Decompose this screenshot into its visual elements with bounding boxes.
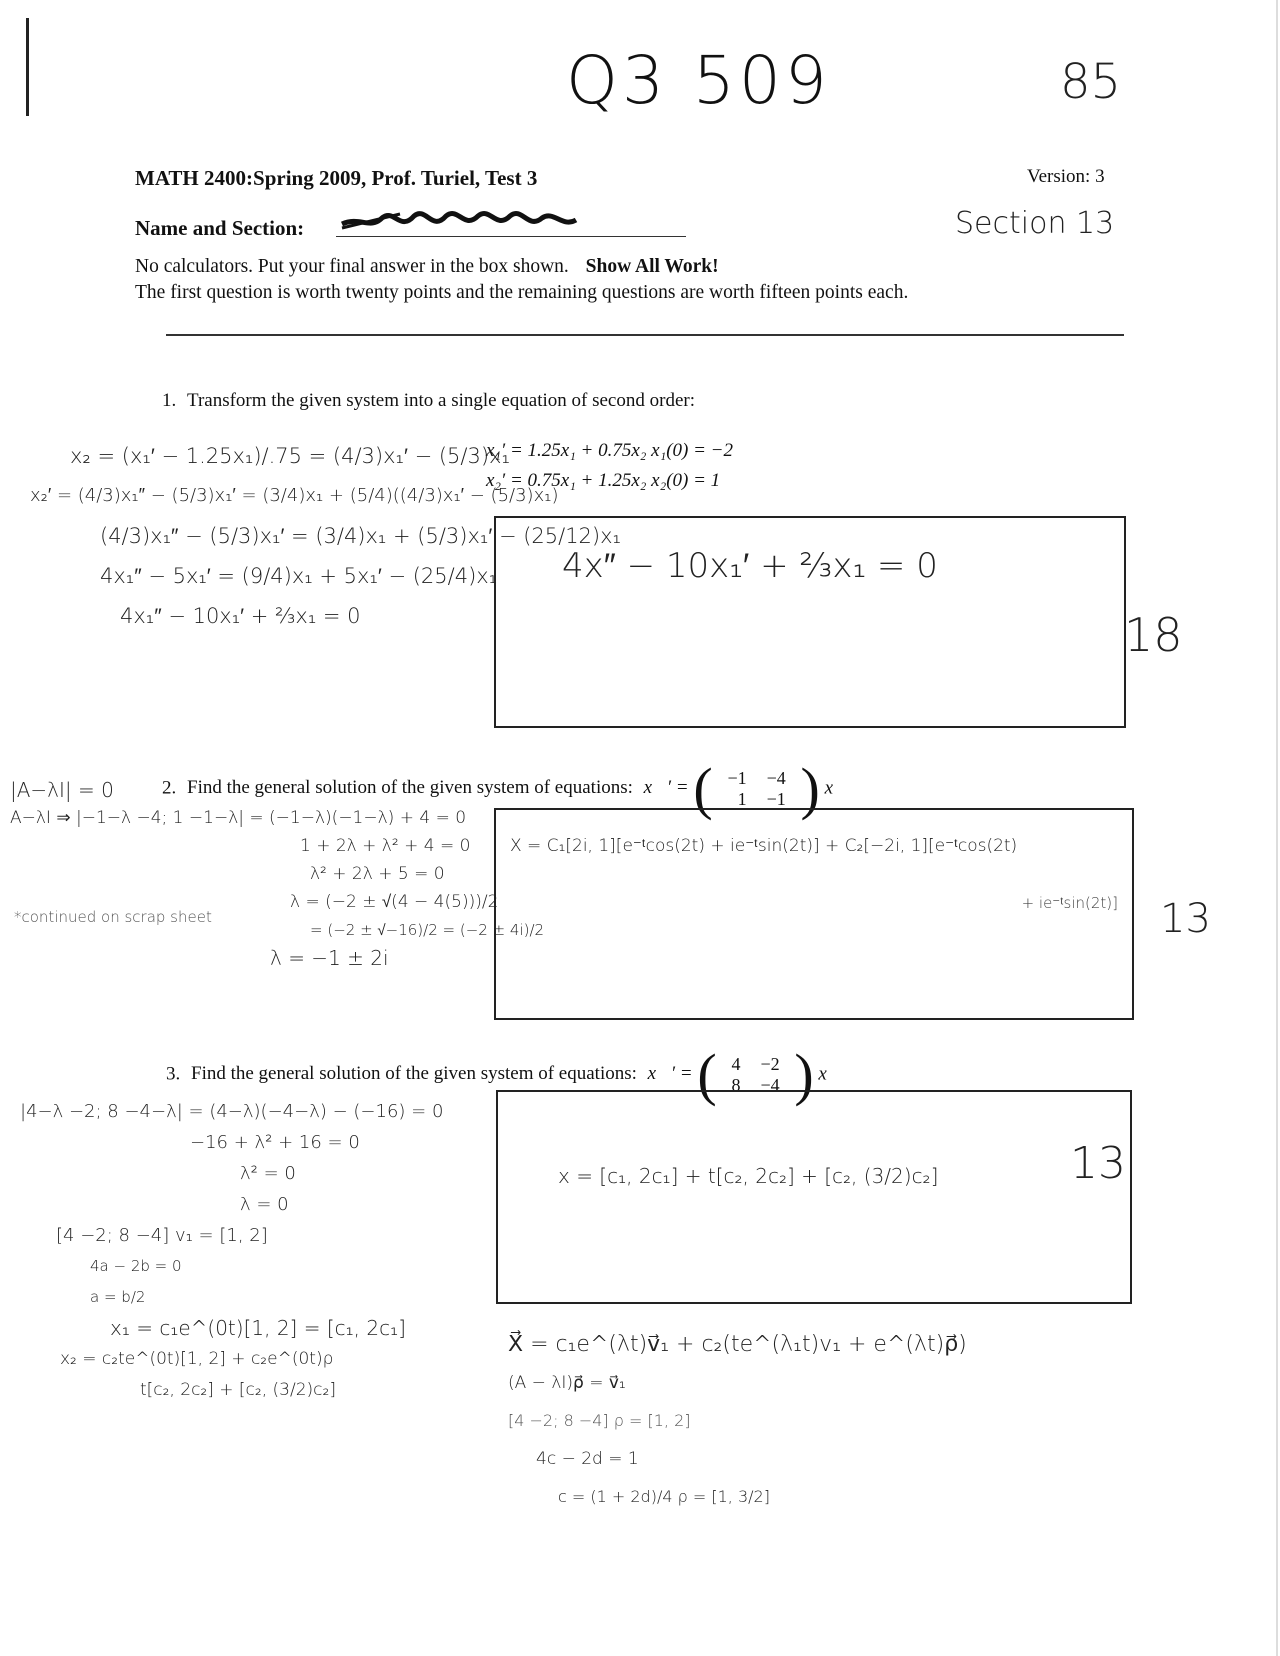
work-line: t[c₂, 2c₂] + [c₂, (3/2)c₂]: [140, 1380, 336, 1400]
system-eq-2: x₂′ = 0.75x₁ + 1.25x₂ x₂(0) = 1: [486, 470, 721, 491]
matrix-cell: −4: [760, 1075, 780, 1095]
answer-1: 4x″ − 10x₁′ + ⅔x₁ = 0: [562, 546, 938, 586]
exam-code: Q3 509: [566, 42, 831, 119]
question-1-prompt: [162, 390, 695, 412]
answer-2-line2: + ie⁻ᵗsin(2t)]: [1021, 894, 1118, 912]
work-line: a = b/2: [90, 1288, 146, 1306]
work-line: 1 + 2λ + λ² + 4 = 0: [300, 836, 471, 856]
work-line: 4a − 2b = 0: [90, 1257, 182, 1275]
header-divider: [166, 334, 1124, 336]
work-line: c = (1 + 2d)/4 ρ = [1, 3/2]: [558, 1487, 770, 1506]
question-text: Find the general solution of the given system of equations:: [187, 777, 633, 799]
matrix-cell: −2: [760, 1054, 780, 1074]
scan-edge: [1276, 0, 1278, 1656]
question-2-work: [10, 776, 544, 972]
work-line: λ = (−2 ± √(4 − 4(5)))/2: [290, 892, 499, 912]
question-text: Transform the given system into a single equation of second order:: [187, 390, 695, 411]
work-line: x₂ = c₂te^(0t)[1, 2] + c₂e^(0t)ρ: [60, 1349, 334, 1369]
answer-3: x = [c₁, 2c₁] + t[c₂, 2c₂] + [c₂, (3/2)c₂]: [558, 1164, 939, 1188]
work-line: 4c − 2d = 1: [536, 1449, 639, 1469]
question-2-score: 13: [1160, 896, 1211, 942]
work-line: A−λI ⇒ |−1−λ −4; 1 −1−λ| = (−1−λ)(−1−λ) + 4 = 0: [10, 808, 467, 828]
matrix-3: ( 4 −2 8 −4 ): [697, 1042, 814, 1107]
work-line: X⃗ = c₁e^(λt)v⃗₁ + c₂(te^(λ₁t)v₁ + e^(λt)ρ⃗): [508, 1332, 967, 1357]
work-line: x₂ = (x₁′ − 1.25x₁)/.75 = (4/3)x₁′ − (5/3)x₁: [70, 444, 510, 468]
question-1-score: 18: [1124, 608, 1183, 662]
question-3-work-right: [508, 1326, 967, 1516]
name-label: Name and Section:: [135, 216, 305, 240]
instructions-emphasis: Show All Work!: [585, 256, 719, 277]
matrix-cell: 1: [737, 789, 747, 809]
matrix-cell: 4: [731, 1054, 741, 1074]
matrix-cell: 8: [731, 1075, 741, 1095]
system-eq-1: x₁′ = 1.25x₁ + 0.75x₂ x₁(0) = −2: [486, 440, 733, 461]
matrix-cell: −1: [766, 789, 786, 809]
answer-box-3[interactable]: [496, 1090, 1132, 1304]
section-handwritten: Section 13: [955, 206, 1115, 241]
work-line: (A − λI)ρ⃗ = v⃗₁: [508, 1373, 626, 1393]
continued-note: *continued on scrap sheet: [14, 908, 212, 926]
work-line: λ = 0: [240, 1194, 289, 1215]
answer-box-2[interactable]: [494, 808, 1134, 1020]
rhs: x⃗: [818, 1063, 842, 1085]
work-line: [4 −2; 8 −4] v₁ = [1, 2]: [56, 1225, 268, 1246]
rhs: x⃗: [824, 777, 848, 799]
work-line: 4x₁″ − 5x₁′ = (9/4)x₁ + 5x₁′ − (25/4)x₁: [100, 564, 498, 588]
course-title: MATH 2400:Spring 2009, Prof. Turiel, Test 3: [135, 166, 538, 190]
work-line: = (−2 ± √−16)/2 = (−2 ± 4i)/2: [310, 921, 545, 939]
version-label: Version: 3: [1027, 166, 1105, 187]
work-line: |A−λI| = 0: [10, 778, 114, 802]
work-line: |4−λ −2; 8 −4−λ| = (4−λ)(−4−λ) − (−16) = 0: [20, 1101, 444, 1122]
instructions-line2: The first question is worth twenty points and the remaining questions are worth fifteen points each.: [135, 282, 909, 303]
work-line: x₂′ = (4/3)x₁″ − (5/3)x₁′ = (3/4)x₁ + (5/4)((4/3)x₁′ − (5/3)x₁): [30, 485, 559, 506]
question-number: 2.: [162, 777, 177, 799]
work-line: (4/3)x₁″ − (5/3)x₁′ = (3/4)x₁ + (5/3)x₁′ − (25/12)x₁: [100, 524, 621, 548]
margin-mark: [26, 18, 29, 116]
question-3-work-left: [20, 1096, 443, 1406]
matrix-2: ( −1 −4 1 −1 ): [693, 756, 820, 821]
work-line: x₁ = c₁e^(0t)[1, 2] = [c₁, 2c₁]: [110, 1316, 406, 1340]
name-redaction: [340, 208, 580, 230]
question-3-score: 13: [1070, 1138, 1126, 1189]
lhs: x⃗′ =: [647, 1063, 693, 1085]
name-underline: [336, 236, 686, 237]
matrix-cell: −4: [766, 768, 786, 788]
question-number: 3.: [166, 1063, 181, 1085]
work-line: 4x₁″ − 10x₁′ + ⅔x₁ = 0: [120, 604, 361, 628]
answer-box-1[interactable]: [494, 516, 1126, 728]
matrix-cell: −1: [727, 768, 747, 788]
total-score: 85: [1060, 54, 1122, 110]
work-line: λ² = 0: [240, 1163, 296, 1184]
work-line: [4 −2; 8 −4] ρ = [1, 2]: [508, 1411, 691, 1430]
question-number: 1.: [162, 390, 177, 411]
instructions-line1: [135, 256, 719, 278]
question-text: Find the general solution of the given system of equations:: [191, 1063, 637, 1085]
lhs: x⃗′ =: [643, 777, 689, 799]
instructions-text: No calculators. Put your final answer in the box shown.: [135, 256, 569, 277]
answer-2-line1: X = C₁[2i, 1][e⁻ᵗcos(2t) + ie⁻ᵗsin(2t)] + C₂[−2i, 1][e⁻ᵗcos(2t): [510, 836, 1018, 856]
work-line: λ = −1 ± 2i: [270, 946, 389, 970]
work-line: −16 + λ² + 16 = 0: [190, 1132, 360, 1153]
work-line: λ² + 2λ + 5 = 0: [310, 864, 445, 884]
